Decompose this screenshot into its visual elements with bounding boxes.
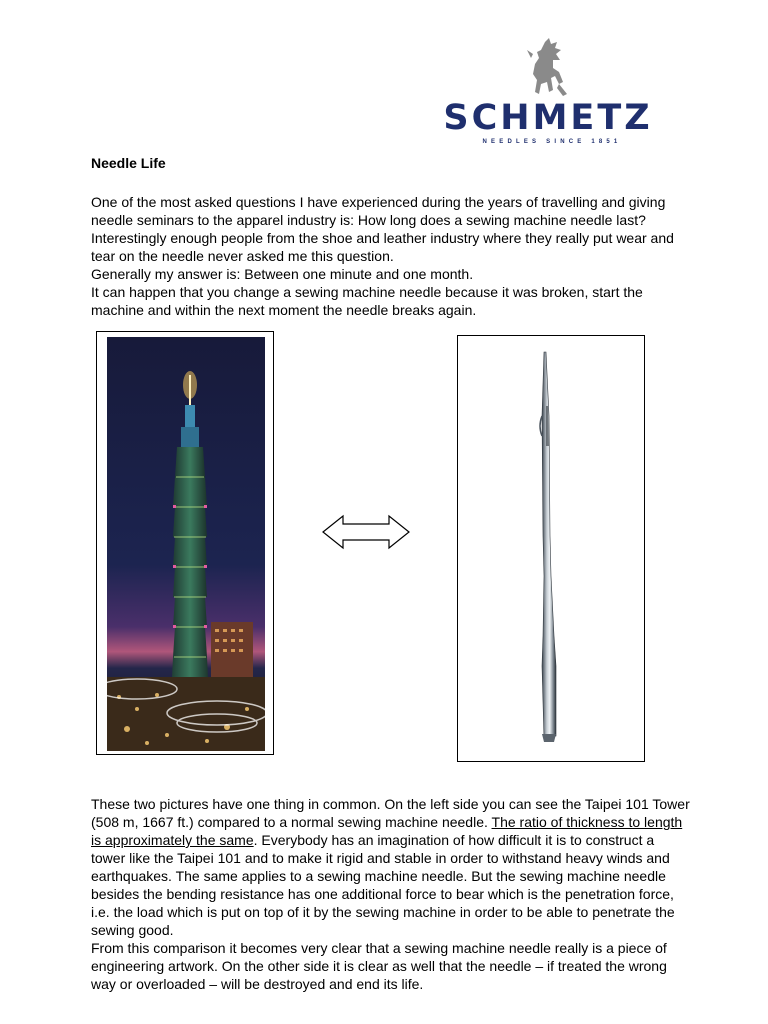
comparison-text-end: . Everybody has an imagination of how difficult it is to construct a tower like the Taipei 101 and to make it rigid and stable in order to withstand heavy winds and earthquakes. The same applies to a sewing machine needle. But the sewing machine needle besides the bending resistance has one additional force to bear which is the penetration force, i.e. the load which is put on top of it by the sewing machine in order to be able to penetrate the sewing good. xyxy=(91,832,675,938)
figure-frame-right xyxy=(457,335,645,762)
double-arrow-icon xyxy=(321,514,411,550)
comparison-text-start: These two pictures have one thing in common. On the left side you can see the Taipei 101 Tower (508 m, 1667 ft.) compared to a normal sewing machine needle. xyxy=(91,796,690,830)
brand-tagline: NEEDLES SINCE 1851 xyxy=(482,139,622,145)
taipei-101-photo xyxy=(107,337,265,751)
comparison-paragraph xyxy=(91,795,691,993)
intro-paragraph xyxy=(91,193,691,319)
intro-line-2: Generally my answer is: Between one minute and one month. xyxy=(91,266,474,282)
intro-line-3: It can happen that you change a sewing machine needle because it was broken, start the machine and within the next moment the needle breaks again. xyxy=(91,284,643,318)
intro-line-1: One of the most asked questions I have experienced during the years of travelling and giving needle seminars to the apparel industry is: How long does a sewing machine needle last? Interestingly enough people from the shoe and leather industry where they really put wear and tear on the needle never asked me this question. xyxy=(91,194,674,264)
page-title: Needle Life xyxy=(91,155,166,171)
schmetz-logo xyxy=(412,38,680,150)
comparison-text xyxy=(91,795,691,939)
brand-wordmark: SCHMETZ xyxy=(443,98,653,138)
lion-emblem-icon xyxy=(523,38,573,100)
sewing-needle-photo xyxy=(458,336,644,761)
figure-frame-left xyxy=(96,331,274,755)
ratio-underlined-text: The ratio of thickness to length is approximately the same xyxy=(91,814,683,848)
closing-text: From this comparison it becomes very clear that a sewing machine needle really is a piece of engineering artwork. On the other side it is clear as well that the needle – if treated the wrong way or overloaded – will be destroyed and end its life. xyxy=(91,940,667,992)
